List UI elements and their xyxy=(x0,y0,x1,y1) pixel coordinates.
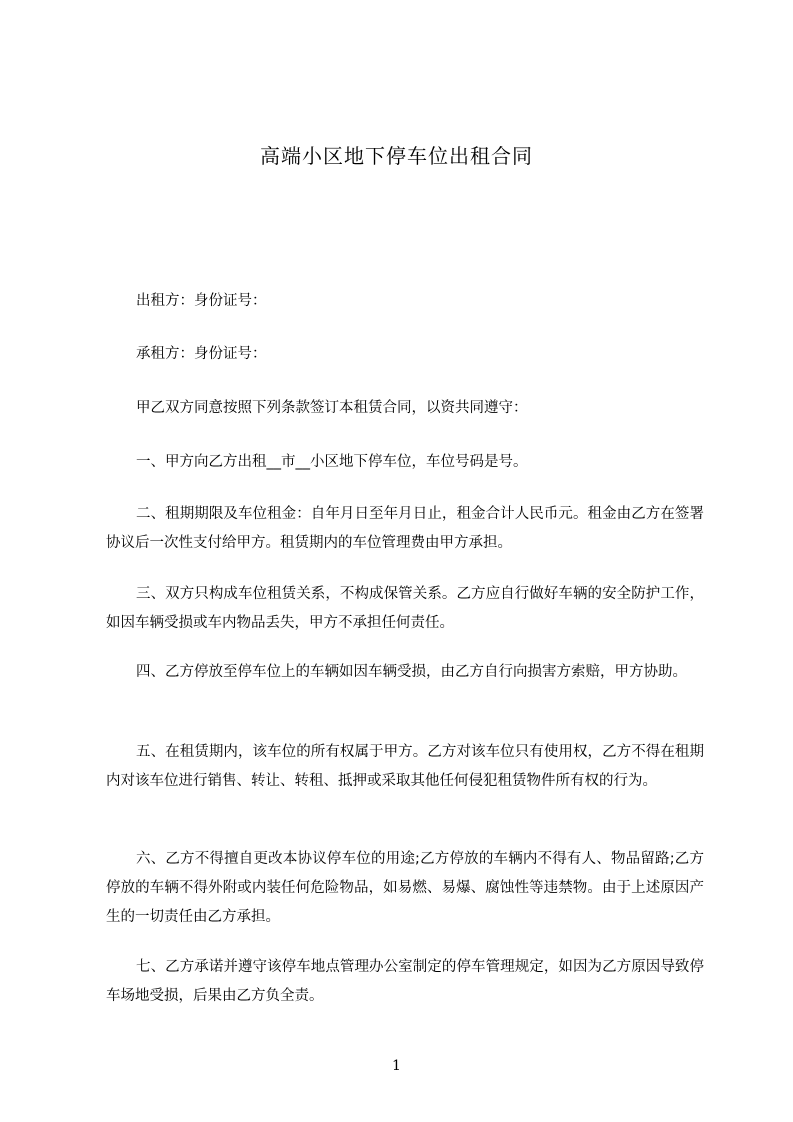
clause-2: 二、租期期限及车位租金：自年月日至年月日止，租金合计人民币元。租金由乙方在签署协议后一次性支付给甲方。租赁期内的车位管理费由甲方承担。 xyxy=(106,506,704,551)
lessee-line: 承租方：身份证号： xyxy=(136,346,267,362)
clause-3: 三、双方只构成车位租赁关系，不构成保管关系。乙方应自行做好车辆的安全防护工作，如因车辆受损或车内物品丢失，甲方不承担任何责任。 xyxy=(106,586,704,631)
contract-title: 高端小区地下停车位出租合同 xyxy=(260,144,533,168)
clause-4: 四、乙方停放至停车位上的车辆如因车辆受损，由乙方自行向损害方索赔，甲方协助。 xyxy=(136,664,687,680)
clause-6: 六、乙方不得擅自更改本协议停车位的用途;乙方停放的车辆内不得有人、物品留路;乙方停放的车辆不得外附或内装任何危险物品，如易燃、易爆、腐蚀性等违禁物。由于上述原因产生的一切责任由乙方承担。 xyxy=(106,851,704,925)
clause-1: 一、甲方向乙方出租__市__小区地下停车位，车位号码是号。 xyxy=(136,454,528,470)
clause-7: 七、乙方承诺并遵守该停车地点管理办公室制定的停车管理规定，如因为乙方原因导致停车场地受损，后果由乙方负全责。 xyxy=(106,959,704,1004)
clause-5: 五、在租赁期内，该车位的所有权属于甲方。乙方对该车位只有使用权，乙方不得在租期内对该车位进行销售、转让、转租、抵押或采取其他任何侵犯租赁物件所有权的行为。 xyxy=(106,744,704,789)
preamble: 甲乙双方同意按照下列条款签订本租赁合同，以资共同遵守： xyxy=(136,400,528,416)
page-number: 1 xyxy=(392,1058,401,1074)
lessor-line: 出租方：身份证号： xyxy=(136,293,267,309)
